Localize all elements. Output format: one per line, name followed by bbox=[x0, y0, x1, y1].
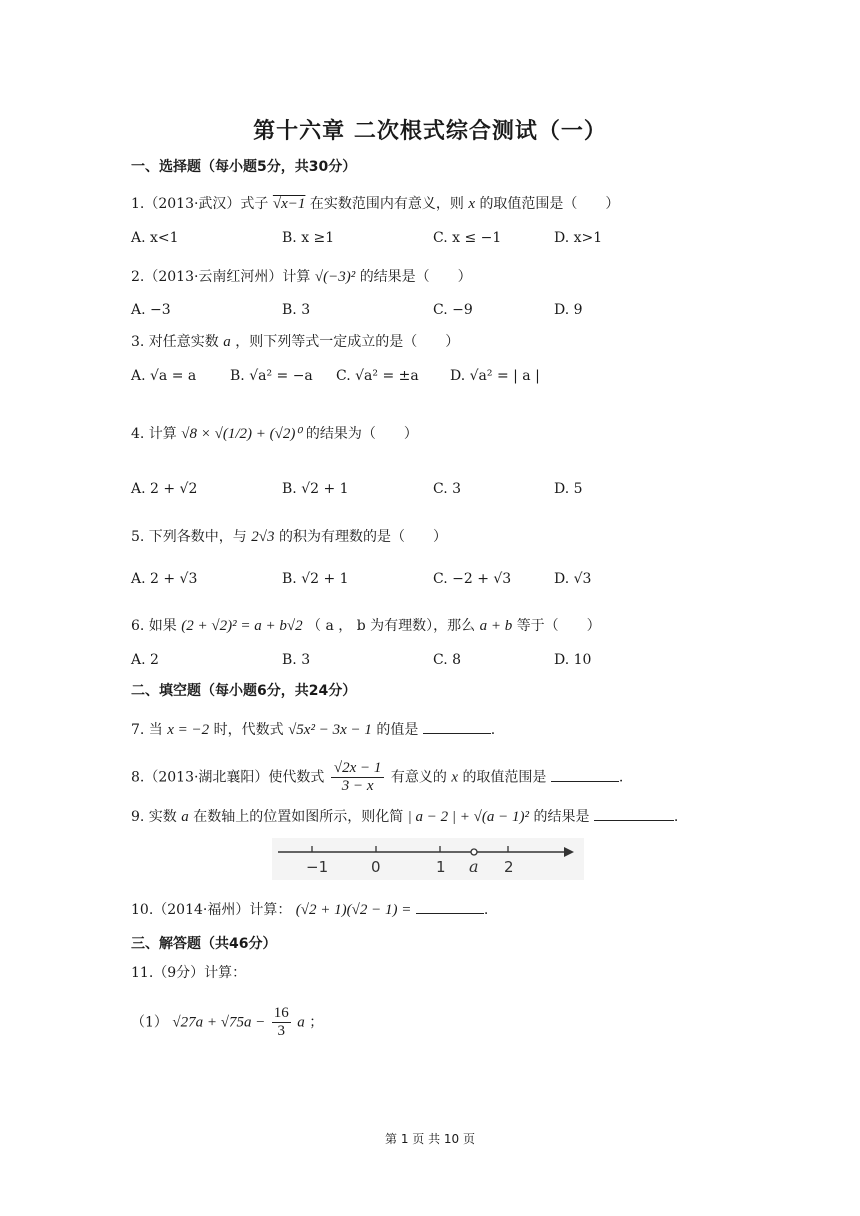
question-stem: 在数轴上的位置如图所示，则化简 bbox=[193, 809, 404, 825]
option-b: B. 3 bbox=[282, 302, 311, 318]
variable: a bbox=[297, 1014, 305, 1031]
variable: a bbox=[223, 334, 231, 350]
question-stem: 的结果是 bbox=[533, 809, 590, 825]
tick-label: −1 bbox=[306, 858, 329, 876]
question-stem: 的取值范围是（ ） bbox=[479, 196, 620, 212]
question-stem: 时，代数式 bbox=[213, 722, 284, 738]
section-heading-solve: 三、解答题（共46分） bbox=[131, 936, 277, 952]
question-7 bbox=[131, 719, 495, 739]
period: . bbox=[483, 902, 489, 918]
option-a: A. x<1 bbox=[131, 230, 179, 246]
fraction-denominator: 3 − x bbox=[341, 778, 374, 794]
question-5 bbox=[131, 526, 447, 546]
answer-blank[interactable] bbox=[416, 901, 484, 914]
question-stem: 2.（2013·云南红河州）计算 bbox=[131, 269, 311, 285]
option-a: A. 2 + √3 bbox=[131, 571, 198, 587]
question-stem: 的结果为（ ） bbox=[305, 426, 418, 442]
option-d: D. 9 bbox=[554, 302, 583, 318]
question-8 bbox=[131, 760, 623, 795]
question-1 bbox=[131, 193, 619, 213]
number-line bbox=[272, 838, 584, 880]
period: . bbox=[618, 769, 624, 786]
option-a: A. 2 bbox=[131, 652, 159, 668]
question-stem: 5. 下列各数中，与 bbox=[131, 529, 247, 545]
fraction bbox=[272, 1005, 291, 1040]
part-label: （1） bbox=[131, 1014, 168, 1031]
option-b: B. 3 bbox=[282, 652, 311, 668]
question-stem: 在实数范围内有意义，则 bbox=[309, 196, 464, 212]
option-d: D. 5 bbox=[554, 481, 583, 497]
equation: (2 + √2)² = a + b√2 bbox=[181, 618, 303, 634]
variable: x bbox=[451, 769, 458, 786]
option-c: C. −2 + √3 bbox=[433, 571, 512, 587]
fraction-numerator: 16 bbox=[273, 1005, 289, 1021]
option-a: A. √a = a bbox=[131, 368, 197, 384]
question-stem: 等于（ ） bbox=[516, 618, 601, 634]
period: . bbox=[673, 809, 679, 825]
option-d: D. x>1 bbox=[554, 230, 603, 246]
question-stem: 3. 对任意实数 bbox=[131, 334, 219, 350]
question-6 bbox=[131, 615, 601, 635]
question-stem: 1.（2013·武汉）式子 bbox=[131, 196, 269, 212]
radical-expression: 2√3 bbox=[251, 529, 275, 545]
question-11: 11.（9分）计算： bbox=[131, 965, 247, 981]
question-stem: （ a ， b 为有理数），那么 bbox=[307, 618, 476, 634]
number-line-figure bbox=[272, 838, 584, 884]
option-c: C. −9 bbox=[433, 302, 473, 318]
page-title: 第十六章 二次根式综合测试（一） bbox=[253, 119, 607, 144]
question-3 bbox=[131, 331, 459, 351]
question-4 bbox=[131, 423, 418, 443]
answer-blank[interactable] bbox=[423, 721, 491, 734]
radical-expression: √(−3)² bbox=[314, 269, 356, 285]
question-stem: 9. 实数 bbox=[131, 809, 177, 825]
tick-label: a bbox=[469, 857, 479, 876]
option-c: C. √a² = ±a bbox=[336, 368, 419, 384]
answer-blank[interactable] bbox=[594, 808, 674, 821]
period: . bbox=[490, 722, 496, 738]
question-stem: 的结果是（ ） bbox=[359, 269, 472, 285]
semicolon: ； bbox=[309, 1014, 324, 1031]
variable: a bbox=[181, 809, 189, 825]
question-stem: 6. 如果 bbox=[131, 618, 177, 634]
section-heading-fill: 二、填空题（每小题6分，共24分） bbox=[131, 683, 357, 699]
page-footer: 第 1 页 共 10 页 bbox=[385, 1132, 475, 1146]
equation: x = −2 bbox=[167, 722, 210, 738]
question-stem: 的积为有理数的是（ ） bbox=[278, 529, 447, 545]
option-d: D. √a² = | a | bbox=[450, 368, 540, 384]
radical-expression: √8 × √(1/2) + (√2)⁰ bbox=[181, 426, 302, 442]
option-c: C. x ≤ −1 bbox=[433, 230, 502, 246]
option-a: A. −3 bbox=[131, 302, 171, 318]
expression: (√2 + 1)(√2 − 1) = bbox=[295, 902, 412, 918]
question-stem: 的取值范围是 bbox=[462, 769, 547, 786]
option-b: B. √2 + 1 bbox=[282, 571, 349, 587]
question-stem: 有意义的 bbox=[390, 769, 447, 786]
question-stem: 7. 当 bbox=[131, 722, 163, 738]
option-b: B. x ≥1 bbox=[282, 230, 335, 246]
radical-expression: √27a + √75a − bbox=[172, 1014, 266, 1031]
tick-label: 0 bbox=[371, 858, 381, 876]
option-a: A. 2 + √2 bbox=[131, 481, 198, 497]
radical-expression: √5x² − 3x − 1 bbox=[288, 722, 372, 738]
question-stem: ，则下列等式一定成立的是（ ） bbox=[235, 334, 460, 350]
fraction-denominator: 3 bbox=[277, 1023, 286, 1039]
option-b: B. √a² = −a bbox=[230, 368, 313, 384]
tick-label: 1 bbox=[436, 858, 446, 876]
answer-blank[interactable] bbox=[551, 769, 619, 782]
question-stem: 的值是 bbox=[376, 722, 419, 738]
option-d: D. 10 bbox=[554, 652, 592, 668]
fraction-numerator: √2x − 1 bbox=[331, 760, 385, 778]
variable: x bbox=[468, 196, 475, 212]
question-stem: 4. 计算 bbox=[131, 426, 177, 442]
expression: a + b bbox=[479, 618, 513, 634]
question-stem: 10.（2014·福州）计算： bbox=[131, 902, 292, 918]
radical-expression: √x−1 bbox=[272, 196, 306, 212]
expression: | a − 2 | + √(a − 1)² bbox=[407, 809, 530, 825]
option-d: D. √3 bbox=[554, 571, 592, 587]
tick-label: 2 bbox=[504, 858, 514, 876]
question-stem: 8.（2013·湖北襄阳）使代数式 bbox=[131, 769, 325, 786]
question-9 bbox=[131, 806, 678, 826]
option-c: C. 8 bbox=[433, 652, 462, 668]
question-11-part-1 bbox=[131, 1005, 323, 1040]
point-a bbox=[471, 849, 477, 855]
fraction bbox=[331, 760, 385, 795]
option-c: C. 3 bbox=[433, 481, 462, 497]
question-2 bbox=[131, 266, 472, 286]
option-b: B. √2 + 1 bbox=[282, 481, 349, 497]
section-heading-choice: 一、选择题（每小题5分，共30分） bbox=[131, 159, 357, 175]
question-10 bbox=[131, 899, 488, 919]
